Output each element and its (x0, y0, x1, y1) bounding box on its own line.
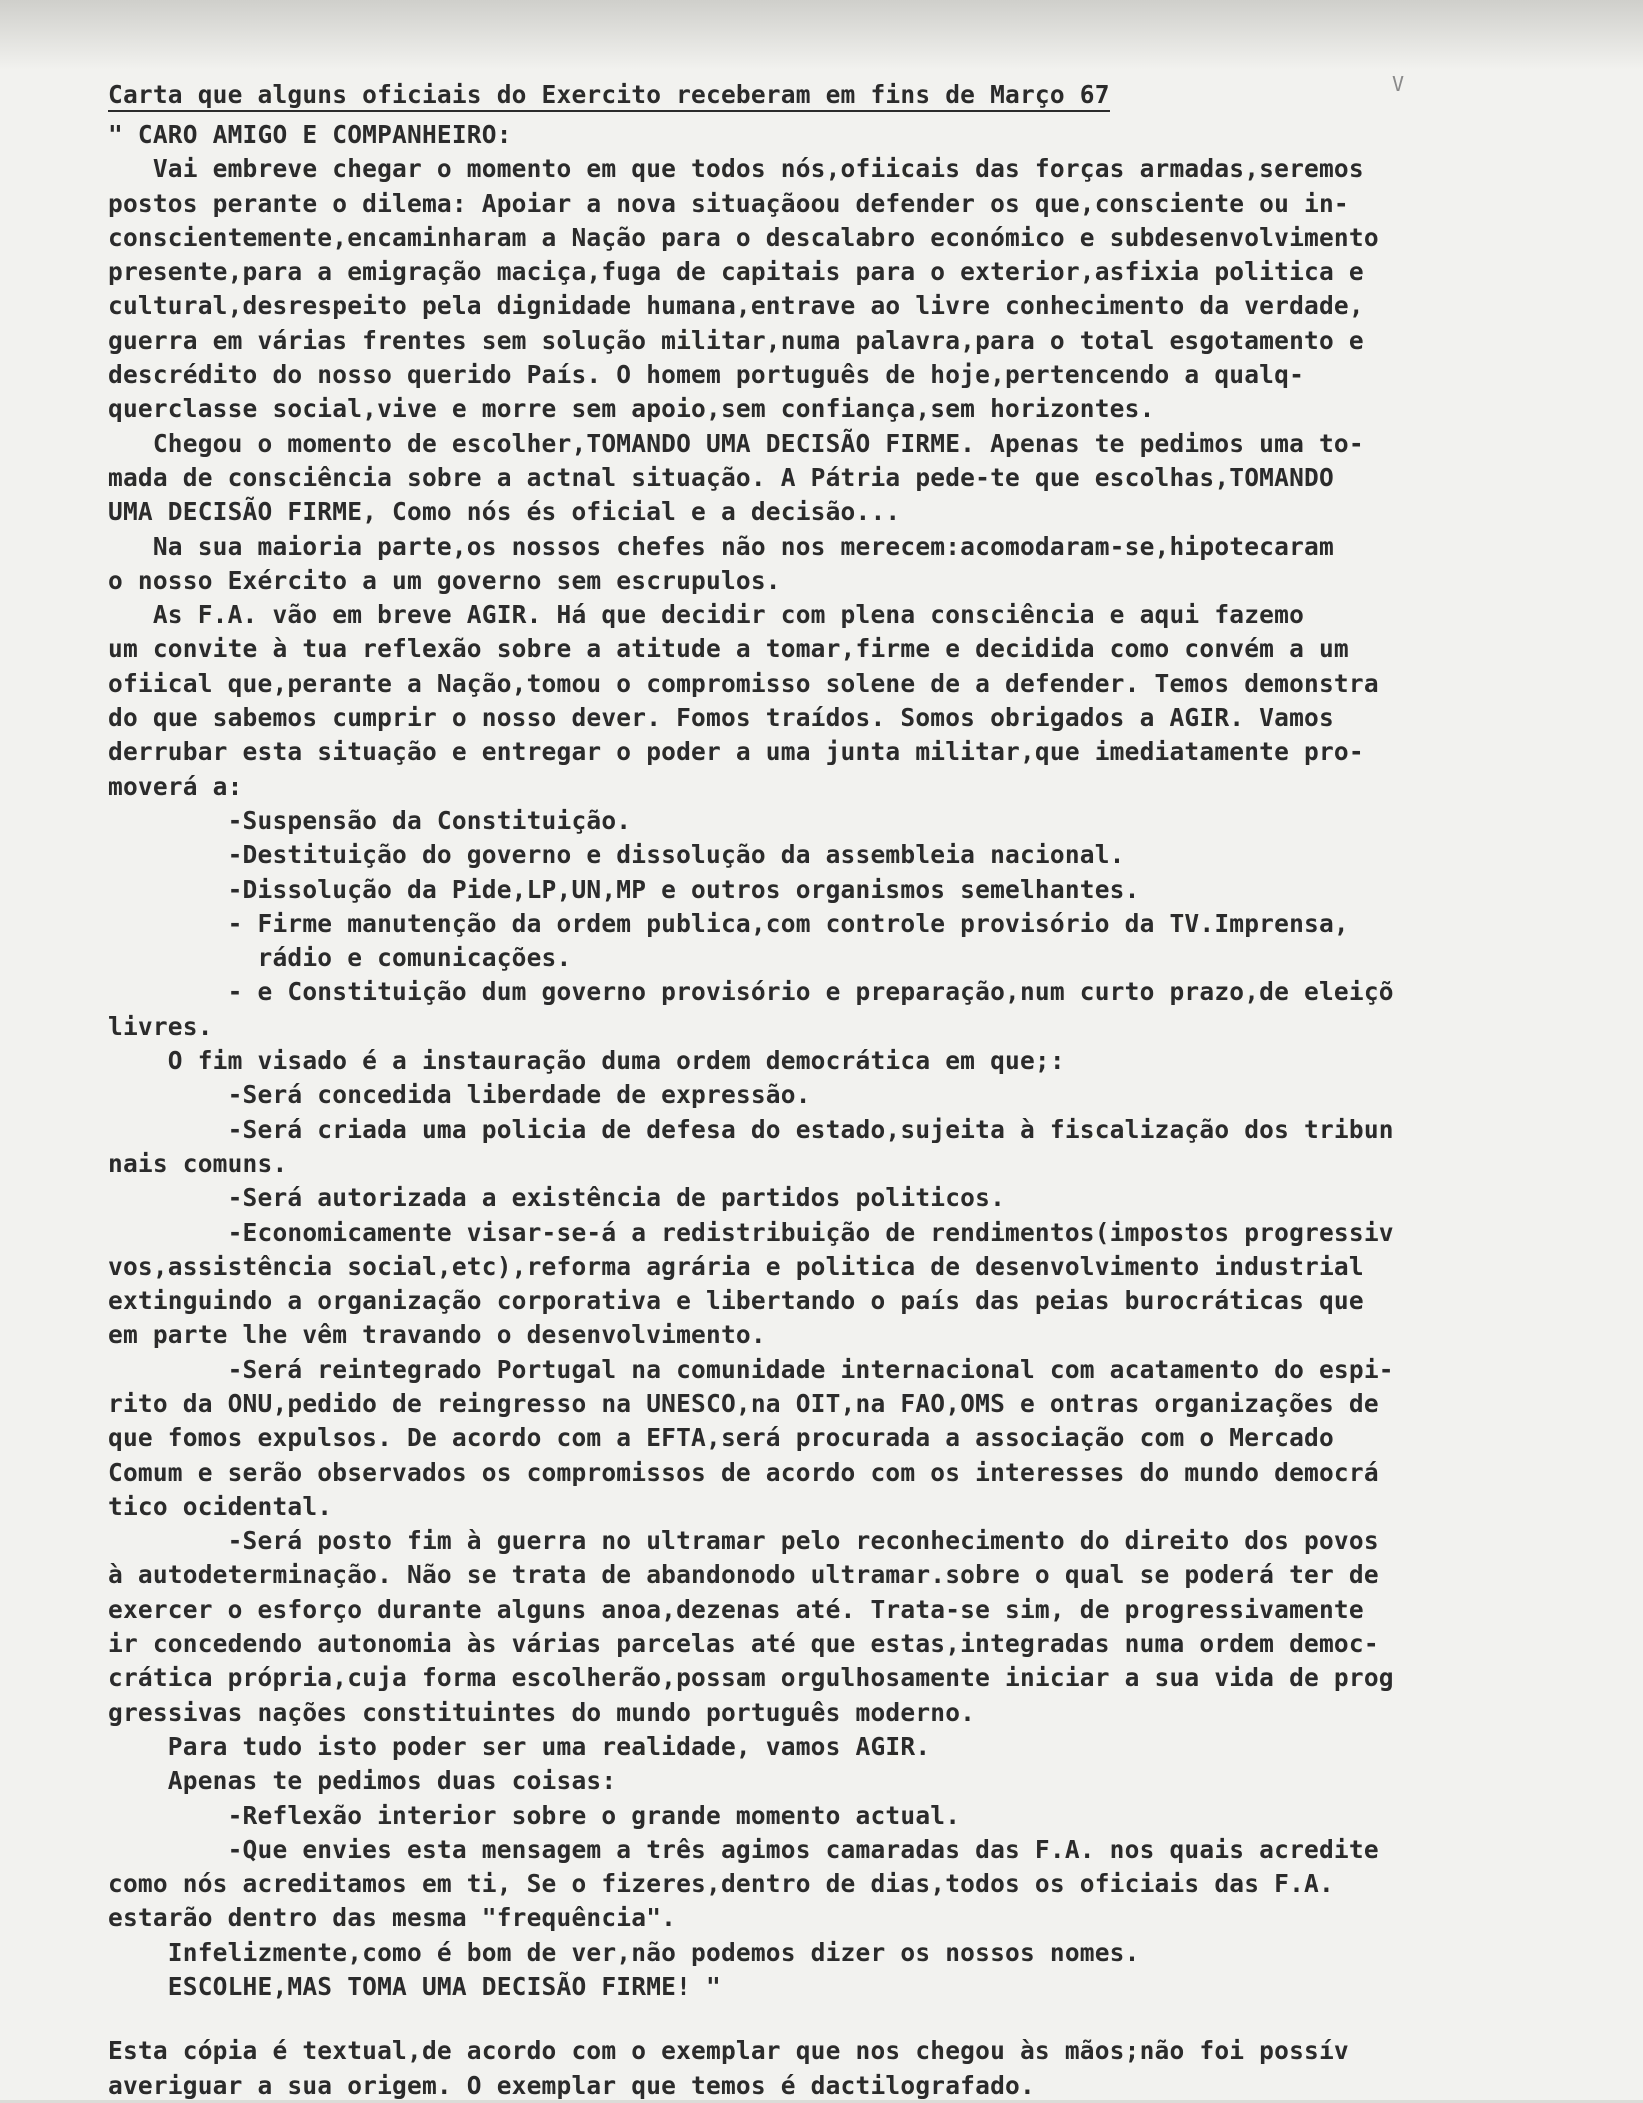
scan-edge-shadow (0, 0, 1643, 70)
letter-line: moverá a: (108, 771, 243, 801)
letter-line: vos,assistência social,etc),reforma agrária e politica de desenvolvimento industrial (108, 1251, 1364, 1281)
letter-line: mada de consciência sobre a actnal situação. A Pátria pede-te que escolhas,TOMANDO (108, 462, 1334, 492)
letter-footer (108, 2034, 1618, 2103)
letter-line: Na sua maioria parte,os nossos chefes não nos merecem:acomodaram-se,hipotecaram (108, 531, 1334, 561)
footer-line: averiguar a sua origem. O exemplar que temos é dactilografado. (108, 2070, 1035, 2100)
margin-mark: V (1392, 72, 1405, 96)
letter-line: livres. (108, 1011, 213, 1041)
letter-line: -Dissolução da Pide,LP,UN,MP e outros organismos semelhantes. (108, 874, 1140, 904)
letter-line: Vai embreve chegar o momento em que todos nós,ofiicais das forças armadas,seremos (108, 154, 1364, 184)
letter-line: - Firme manutenção da ordem publica,com controle provisório da TV.Imprensa, (108, 908, 1349, 938)
letter-line: em parte lhe vêm travando o desenvolvimento. (108, 1320, 766, 1350)
letter-line: -Que envies esta mensagem a três agimos camaradas das F.A. nos quais acredite (108, 1834, 1379, 1864)
letter-line: -Será criada uma policia de defesa do estado,sujeita à fiscalização dos tribun (108, 1114, 1394, 1144)
letter-line: -Será concedida liberdade de expressão. (108, 1080, 811, 1110)
letter-line: -Será posto fim à guerra no ultramar pelo reconhecimento do direito dos povos (108, 1526, 1379, 1556)
letter-line: que fomos expulsos. De acordo com a EFTA,será procurada a associação com o Mercado (108, 1423, 1334, 1453)
letter-line: - e Constituição dum governo provisório e preparação,num curto prazo,de eleiçõ (108, 977, 1394, 1007)
letter-line: nais comuns. (108, 1148, 288, 1178)
letter-line: Infelizmente,como é bom de ver,não podemos dizer os nossos nomes. (108, 1937, 1140, 1967)
letter-line: como nós acreditamos em ti, Se o fizeres,dentro de dias,todos os oficiais das F.A. (108, 1869, 1334, 1899)
typewritten-letter (108, 78, 1618, 2103)
letter-line: As F.A. vão em breve AGIR. Há que decidir com plena consciência e aqui fazemo (108, 600, 1305, 630)
letter-line: rito da ONU,pedido de reingresso na UNESCO,na OIT,na FAO,OMS e ontras organizações de (108, 1388, 1379, 1418)
letter-line: cultural,desrespeito pela dignidade humana,entrave ao livre conhecimento da verdade, (108, 291, 1364, 321)
letter-line: extinguindo a organização corporativa e libertando o país das peias burocráticas que (108, 1286, 1364, 1316)
letter-line: gressivas nações constituintes do mundo português moderno. (108, 1697, 976, 1727)
letter-line: -Economicamente visar-se-á a redistribuição de rendimentos(impostos progressiv (108, 1217, 1394, 1247)
footer-line: Esta cópia é textual,de acordo com o exemplar que nos chegou às mãos;não foi possív (108, 2036, 1349, 2066)
letter-line: estarão dentro das mesma "frequência". (108, 1903, 677, 1933)
letter-body (108, 118, 1618, 2004)
letter-line: UMA DECISÃO FIRME, Como nós és oficial e a decisão... (108, 497, 901, 527)
letter-line: rádio e comunicações. (108, 943, 572, 973)
letter-line: um convite à tua reflexão sobre a atitude a tomar,firme e decidida como convém a um (108, 634, 1349, 664)
letter-line: guerra em várias frentes sem solução militar,numa palavra,para o total esgotamento e (108, 325, 1364, 355)
letter-line: -Será autorizada a existência de partidos politicos. (108, 1183, 1006, 1213)
letter-line: descrédito do nosso querido País. O homem português de hoje,pertencendo a qualq- (108, 360, 1305, 390)
letter-line: do que sabemos cumprir o nosso dever. Fomos traídos. Somos obrigados a AGIR. Vamos (108, 703, 1334, 733)
letter-line: O fim visado é a instauração duma ordem democrática em que;: (108, 1046, 1065, 1076)
letter-line: crática própria,cuja forma escolherão,possam orgulhosamente iniciar a sua vida de prog (108, 1663, 1394, 1693)
letter-line: tico ocidental. (108, 1491, 333, 1521)
letter-line: -Será reintegrado Portugal na comunidade internacional com acatamento do espi- (108, 1354, 1394, 1384)
letter-line: conscientemente,encaminharam a Nação para o descalabro económico e subdesenvolvimento (108, 222, 1379, 252)
letter-line: -Reflexão interior sobre o grande momento actual. (108, 1800, 961, 1830)
letter-line: -Destituição do governo e dissolução da assembleia nacional. (108, 840, 1125, 870)
letter-header: Carta que alguns oficiais do Exercito receberam em fins de Março 67 (108, 80, 1110, 112)
letter-line: Para tudo isto poder ser uma realidade, vamos AGIR. (108, 1731, 931, 1761)
letter-line: ESCOLHE,MAS TOMA UMA DECISÃO FIRME! " (108, 1972, 721, 2002)
letter-line: presente,para a emigração maciça,fuga de capitais para o exterior,asfixia politica e (108, 257, 1364, 287)
letter-line: ir concedendo autonomia às várias parcelas até que estas,integradas numa ordem democ- (108, 1629, 1379, 1659)
letter-line: -Suspensão da Constituição. (108, 805, 632, 835)
letter-line: Comum e serão observados os compromissos de acordo com os interesses do mundo democrá (108, 1457, 1379, 1487)
letter-line: à autodeterminação. Não se trata de abandonodo ultramar.sobre o qual se poderá ter de (108, 1560, 1379, 1590)
letter-line: o nosso Exército a um governo sem escrupulos. (108, 565, 781, 595)
letter-line: " CARO AMIGO E COMPANHEIRO: (108, 120, 512, 149)
letter-line: ofiical que,perante a Nação,tomou o compromisso solene de a defender. Temos demonstra (108, 668, 1379, 698)
letter-line: postos perante o dilema: Apoiar a nova situaçãoou defender os que,consciente ou in- (108, 188, 1349, 218)
letter-line: Apenas te pedimos duas coisas: (108, 1766, 617, 1796)
letter-line: derrubar esta situação e entregar o poder a uma junta militar,que imediatamente pro- (108, 737, 1364, 767)
letter-line: exercer o esforço durante alguns anoa,dezenas até. Trata-se sim, de progressivamente (108, 1594, 1364, 1624)
letter-line: Chegou o momento de escolher,TOMANDO UMA DECISÃO FIRME. Apenas te pedimos uma to- (108, 428, 1364, 458)
letter-line: querclasse social,vive e morre sem apoio,sem confiança,sem horizontes. (108, 394, 1155, 424)
